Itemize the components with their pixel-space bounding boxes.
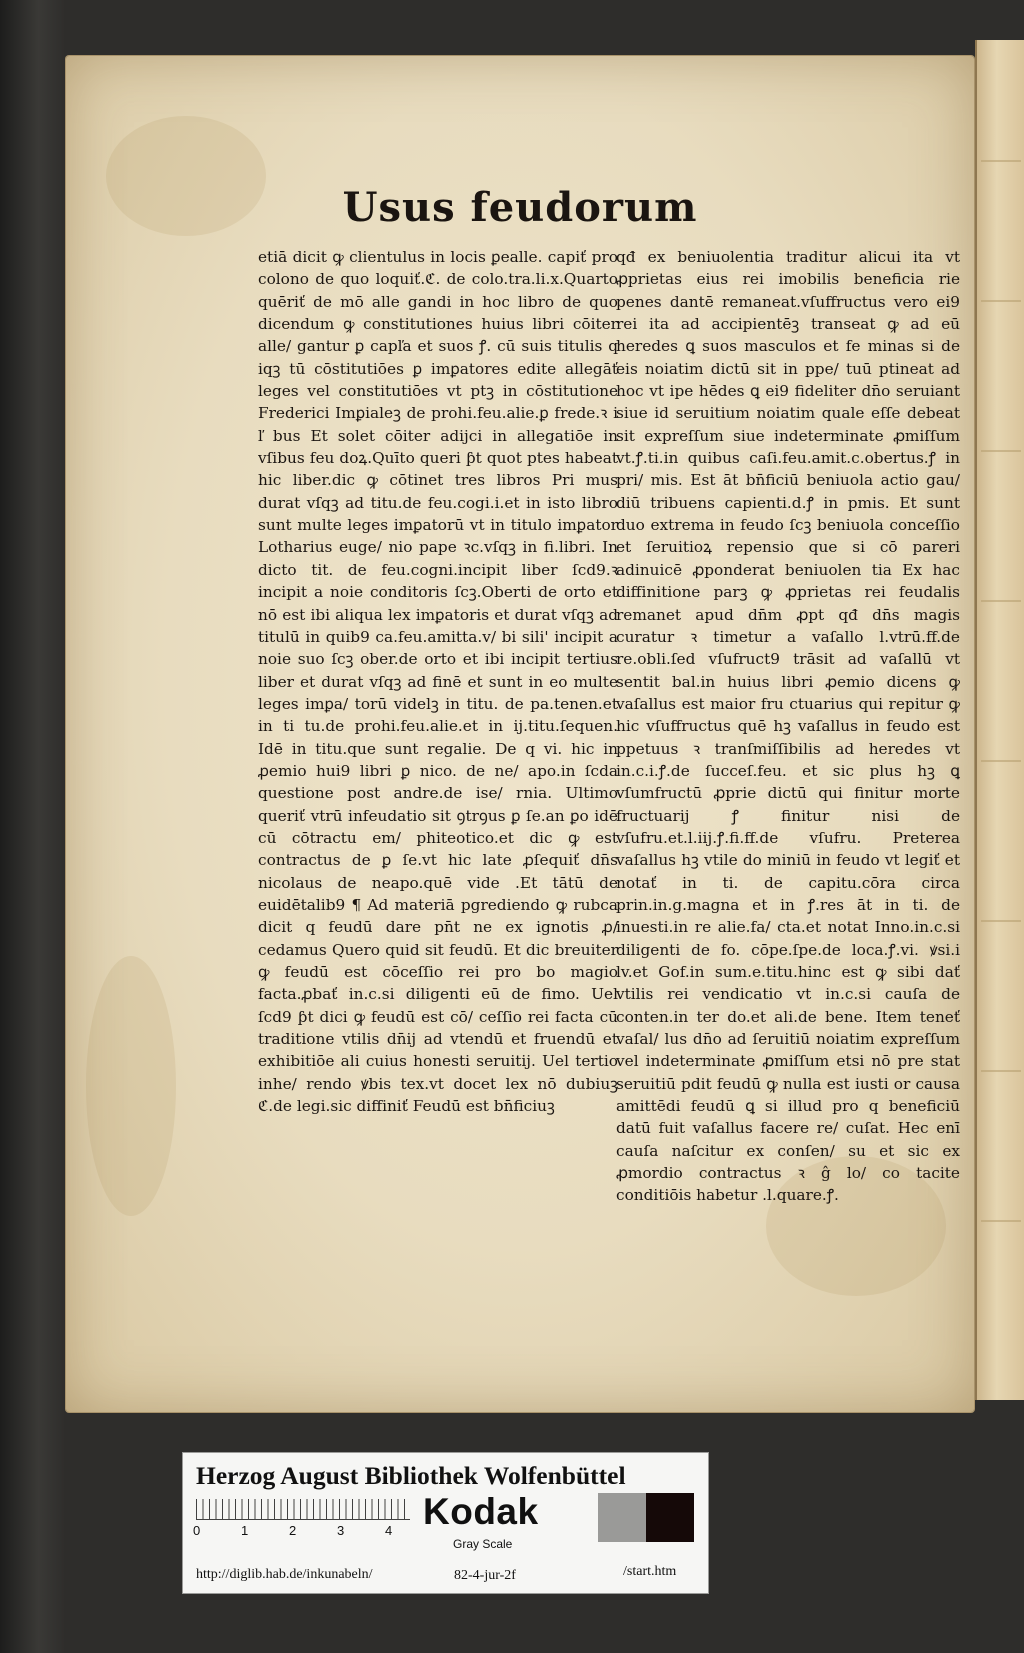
ruler-number: 0 bbox=[193, 1523, 201, 1538]
gray-swatch-dark bbox=[646, 1493, 694, 1542]
manuscript-page bbox=[66, 56, 974, 1412]
book-edge bbox=[975, 40, 1024, 1400]
ruler-numbers bbox=[193, 1523, 413, 1539]
library-url: http://diglib.hab.de/inkunabeln/ bbox=[196, 1567, 373, 1582]
left-column-text: etiā dicit ꝙ clientulus in locis ꝑealle. capiť pro colono de quo loquiť.ℭ. de colo.tra.li.x.Quarto quēriť de mō alle gandi in hoc libro de quo dicendum ꝙ constitutiones huius libri cōiter alle/ gantur ꝑ capľa et suos ꝭ. cū suis titulis q iqꝫ tū cōstitutiōes ꝑ imꝑatores edite allegāť leges vel constitutiōes vt ptꝫ in cōstitutione Frederici Imꝑialeꝫ de prohi.feu.alie.ꝑ frede.ꝛ i ľ bus Et solet cōiter adijci in allegatiōe in vſibus feu doꝝ.Quīto queri ƥt quot ptes habeat hic liber.dic ꝙ cōtinet tres libros Pri mus durat vſqꝫ ad titu.de feu.cogi.i.et in isto libro sunt multe leges imꝑatorū vt in titulo imꝑator Lotharius euge/ nio pape ꝛc.vſqꝫ in fi.libri. In dicto tit. de feu.cogni.incipit liber ſcd9.ꝛ incipit a noie conditoris ſcꝫ.Oberti de orto et nō est ibi aliqua lex imꝑatoris et durat vſqꝫ ad titulū in quib9 ca.feu.amitta.v/ bi sili' incipit a noie suo ſcꝫ ober.de orto et ibi incipit tertius liber et durat vſqꝫ ad finē et sunt in eo multe leges imꝑa/ torū videlꝫ in titu. de pa.tenen.et in ti tu.de prohi.feu.alie.et in ij.titu.ſequen. Idē in titu.que sunt regalie. De q vi. hic in ꝓemio hui9 libri ꝑ nico. de ne/ apo.in ſcda questione post andre.de ise/ rnia. Ultimo queriť vtrū infeudatio sit ꝯtrꝯus ꝑ ſe.an ꝑo idē cū cōtractu em/ phiteotico.et dic ꝙ est contractus de ꝑ ſe.vt hic late ꝓſequiť dn̄s nicolaus de neapo.quē vide .Et tātū de euidētalib9 ¶ Ad materiā pgrediendo ꝙ rubca dicit q feudū dare pn̄t ne ex ignotis ꝓ/ cedamus Quero quid sit feudū. Et dic breuiter ꝙ feudū est cōceſſio rei pro bo magio facta.ꝓbať in.c.si diligenti eū de fimo. Uel ſcd9 ƥt dici ꝙ feudū est cō/ ceſſio rei facta cū traditione vtilis dn̄ij ad vtendū et fruendū et exhibitiōe ali cuius honesti seruitij. Uel tertio inhe/ rendo ꝟbis tex.vt docet lex nō dubiuꝫ ℭ.de legi.sic diffiniť Feudū est bn̄ficiuꝫ bbox=[258, 248, 618, 1116]
text-column-left bbox=[258, 246, 618, 1256]
institution-label: Herzog August Bibliothek Wolfenbüttel bbox=[196, 1461, 626, 1490]
ruler-number: 2 bbox=[289, 1523, 297, 1538]
running-head: Usus feudorum bbox=[342, 184, 698, 231]
start-link[interactable]: /start.htm bbox=[623, 1564, 677, 1579]
ruler-number: 1 bbox=[241, 1523, 249, 1538]
text-column-right bbox=[616, 246, 960, 1256]
ruler-number: 4 bbox=[385, 1523, 393, 1538]
shelfmark: 82-4-jur-2f bbox=[454, 1568, 516, 1583]
gray-scale-label: Gray Scale bbox=[453, 1537, 513, 1551]
color-target-card bbox=[182, 1452, 709, 1594]
kodak-logo: Kodak bbox=[423, 1491, 539, 1532]
right-column-text: qđ ex beniuolentia traditur alicui ita vt ꝓprietas eius rei imobilis beneficia rie penes dantē remaneat.vſuffructus vero ei9 rei ita ad accipientēꝫ transeat ꝙ ad eū heredes ꝗ suos masculos et fe minas si de eis noiatim dictū sit in ppe/ tuū ptineat ad hoc vt ipe hēdes ꝗ ei9 fideliter dn̄o seruiant siue id seruitium noiatim quale eſſe debeat sit expreſſum siue indeterminate ꝓmiſſum vt.ꝭ.ti.in quibus caſi.feu.amit.c.obertus.ꝭ in pri/ mis. Est āt bn̄ficiū beniuola actio gau/ diū tribuens capienti.d.ꝭ in pmis. Et sunt duo extrema in feudo ſcꝫ beniuola conceſſio et ſeruitioꝝ repensio que si cō pareri adinuicē ꝓponderat beniuolen tia Ex hac diffinitione parꝫ ꝙ ꝓprietas rei feudalis remanet apud dn̄m ꝓpt qđ dn̄s magis curatur ꝛ timetur a vaſallo l.vtrū.ff.de re.obli.ſed vſufruct9 trāsit ad vaſallū vt sentit bal.in huius libri ꝓemio dicens ꝙ vaſallus est maior fru ctuarius qui repitur ꝙ hic vſuffructus quē hꝫ vaſallus in feudo est ppetuus ꝛ tranſmiſſibilis ad heredes vt in.c.i.ꝭ.de ſucceſ.feu. et sic plus hꝫ ꝗ vſumfructū ꝓprie dictū qui finitur morte fructuarij ꝭ finitur nisi de vſufru.et.l.iij.ꝭ.fi.ff.de vſufru. Preterea vaſallus hꝫ vtile do miniū in feudo vt legiť et notať in ti. de capitu.cōra circa prin.in.g.magna et in ꝭ.res āt in ti. de inuesti.in re alie.fa/ cta.et notat Inno.in.c.si diligenti de fo. cōpe.ſpe.de loca.ꝭ.vi. ꝟsi.i lv.et Gof.in sum.e.titu.hinc est ꝙ sibi dať vtilis rei vendicatio vt in.c.si cauſa de conten.in ter do.et ali.de bene. Item teneť vaſal/ lus dn̄o ad ſeruitiū noiatim expreſſum vel indeterminate ꝓmiſſum etsi nō pre stat seruitiū pdit feudū ꝙ nulla est iusti or causa amittēdi feudū ꝗ si illud pro q beneficiū datū fuit vaſallus facere re/ cuſat. Hec enī cauſa naſcitur ex conſen/ su et sic ex ꝓmordio contractus ꝛ ĝ lo/ co tacite conditiōis habetur .l.quare.ꝭ. bbox=[616, 248, 960, 1205]
ruler-number: 3 bbox=[337, 1523, 345, 1538]
scan-backdrop bbox=[0, 0, 64, 1653]
scale-ruler bbox=[196, 1499, 410, 1520]
paper-stain bbox=[86, 956, 176, 1216]
gray-swatch-light bbox=[598, 1493, 646, 1542]
